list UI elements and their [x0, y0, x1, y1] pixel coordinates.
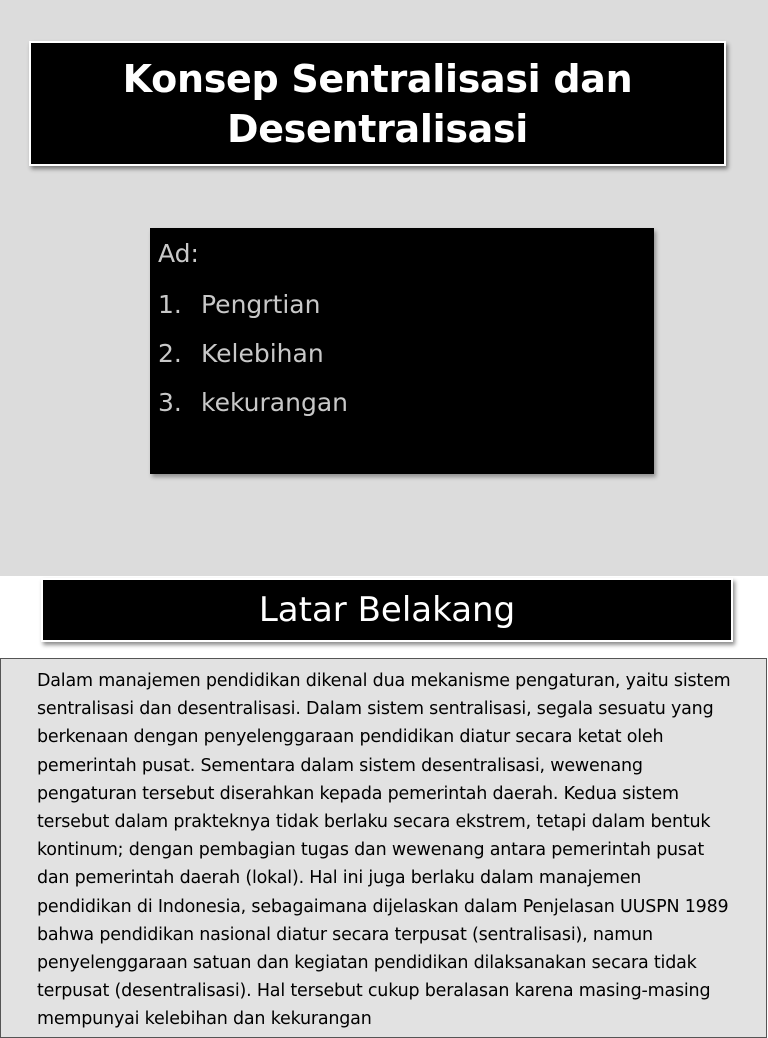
agenda-item-number: 3. [158, 388, 182, 417]
agenda-list [158, 280, 646, 427]
agenda-heading: Ad: [158, 239, 199, 268]
agenda-item [158, 329, 646, 378]
body-paragraph: Dalam manajemen pendidikan dikenal dua mekanisme pengaturan, yaitu sistem sentralisasi dan desentralisasi. Dalam sistem sentralisasi, segala sesuatu yang berkenaan dengan penyelenggaraan pendidikan diatur secara ketat oleh pemerintah pusat. Sementara dalam sistem desentralisasi, wewenang pengaturan tersebut diserahkan kepada pemerintah daerah. Kedua sistem tersebut dalam prakteknya tidak berlaku secara ekstrem, tetapi dalam bentuk kontinum; dengan pembagian tugas dan wewenang antara pemerintah pusat dan pemerintah daerah (lokal). Hal ini juga berlaku dalam manajemen pendidikan di Indonesia, sebagaimana dijelaskan dalam Penjelasan UUSPN 1989 bahwa pendidikan nasional diatur secara terpusat (sentralisasi), namun penyelenggaraan satuan dan kegiatan pendidikan dilaksanakan secara tidak terpusat (desentralisasi). Hal tersebut cukup beralasan karena masing-masing mempunyai kelebihan dan kekurangan [37, 671, 731, 1030]
agenda-item-number: 2. [158, 339, 182, 368]
agenda-item-label: kekurangan [201, 388, 348, 417]
section-title-box [41, 578, 733, 642]
agenda-item-label: Kelebihan [201, 339, 324, 368]
section-title: Latar Belakang [258, 590, 516, 630]
agenda-item [158, 378, 646, 427]
slide-2 [0, 576, 768, 1030]
content-box [0, 658, 767, 1038]
slide-title-line-2: Desentralisasi [226, 106, 529, 151]
slide-title [123, 54, 633, 154]
agenda-box [150, 228, 654, 474]
agenda-item-number: 1. [158, 290, 182, 319]
slide-title-line-1: Konsep Sentralisasi dan [122, 56, 633, 101]
agenda-item-label: Pengrtian [201, 290, 321, 319]
agenda-item [158, 280, 646, 329]
title-box [29, 41, 726, 166]
